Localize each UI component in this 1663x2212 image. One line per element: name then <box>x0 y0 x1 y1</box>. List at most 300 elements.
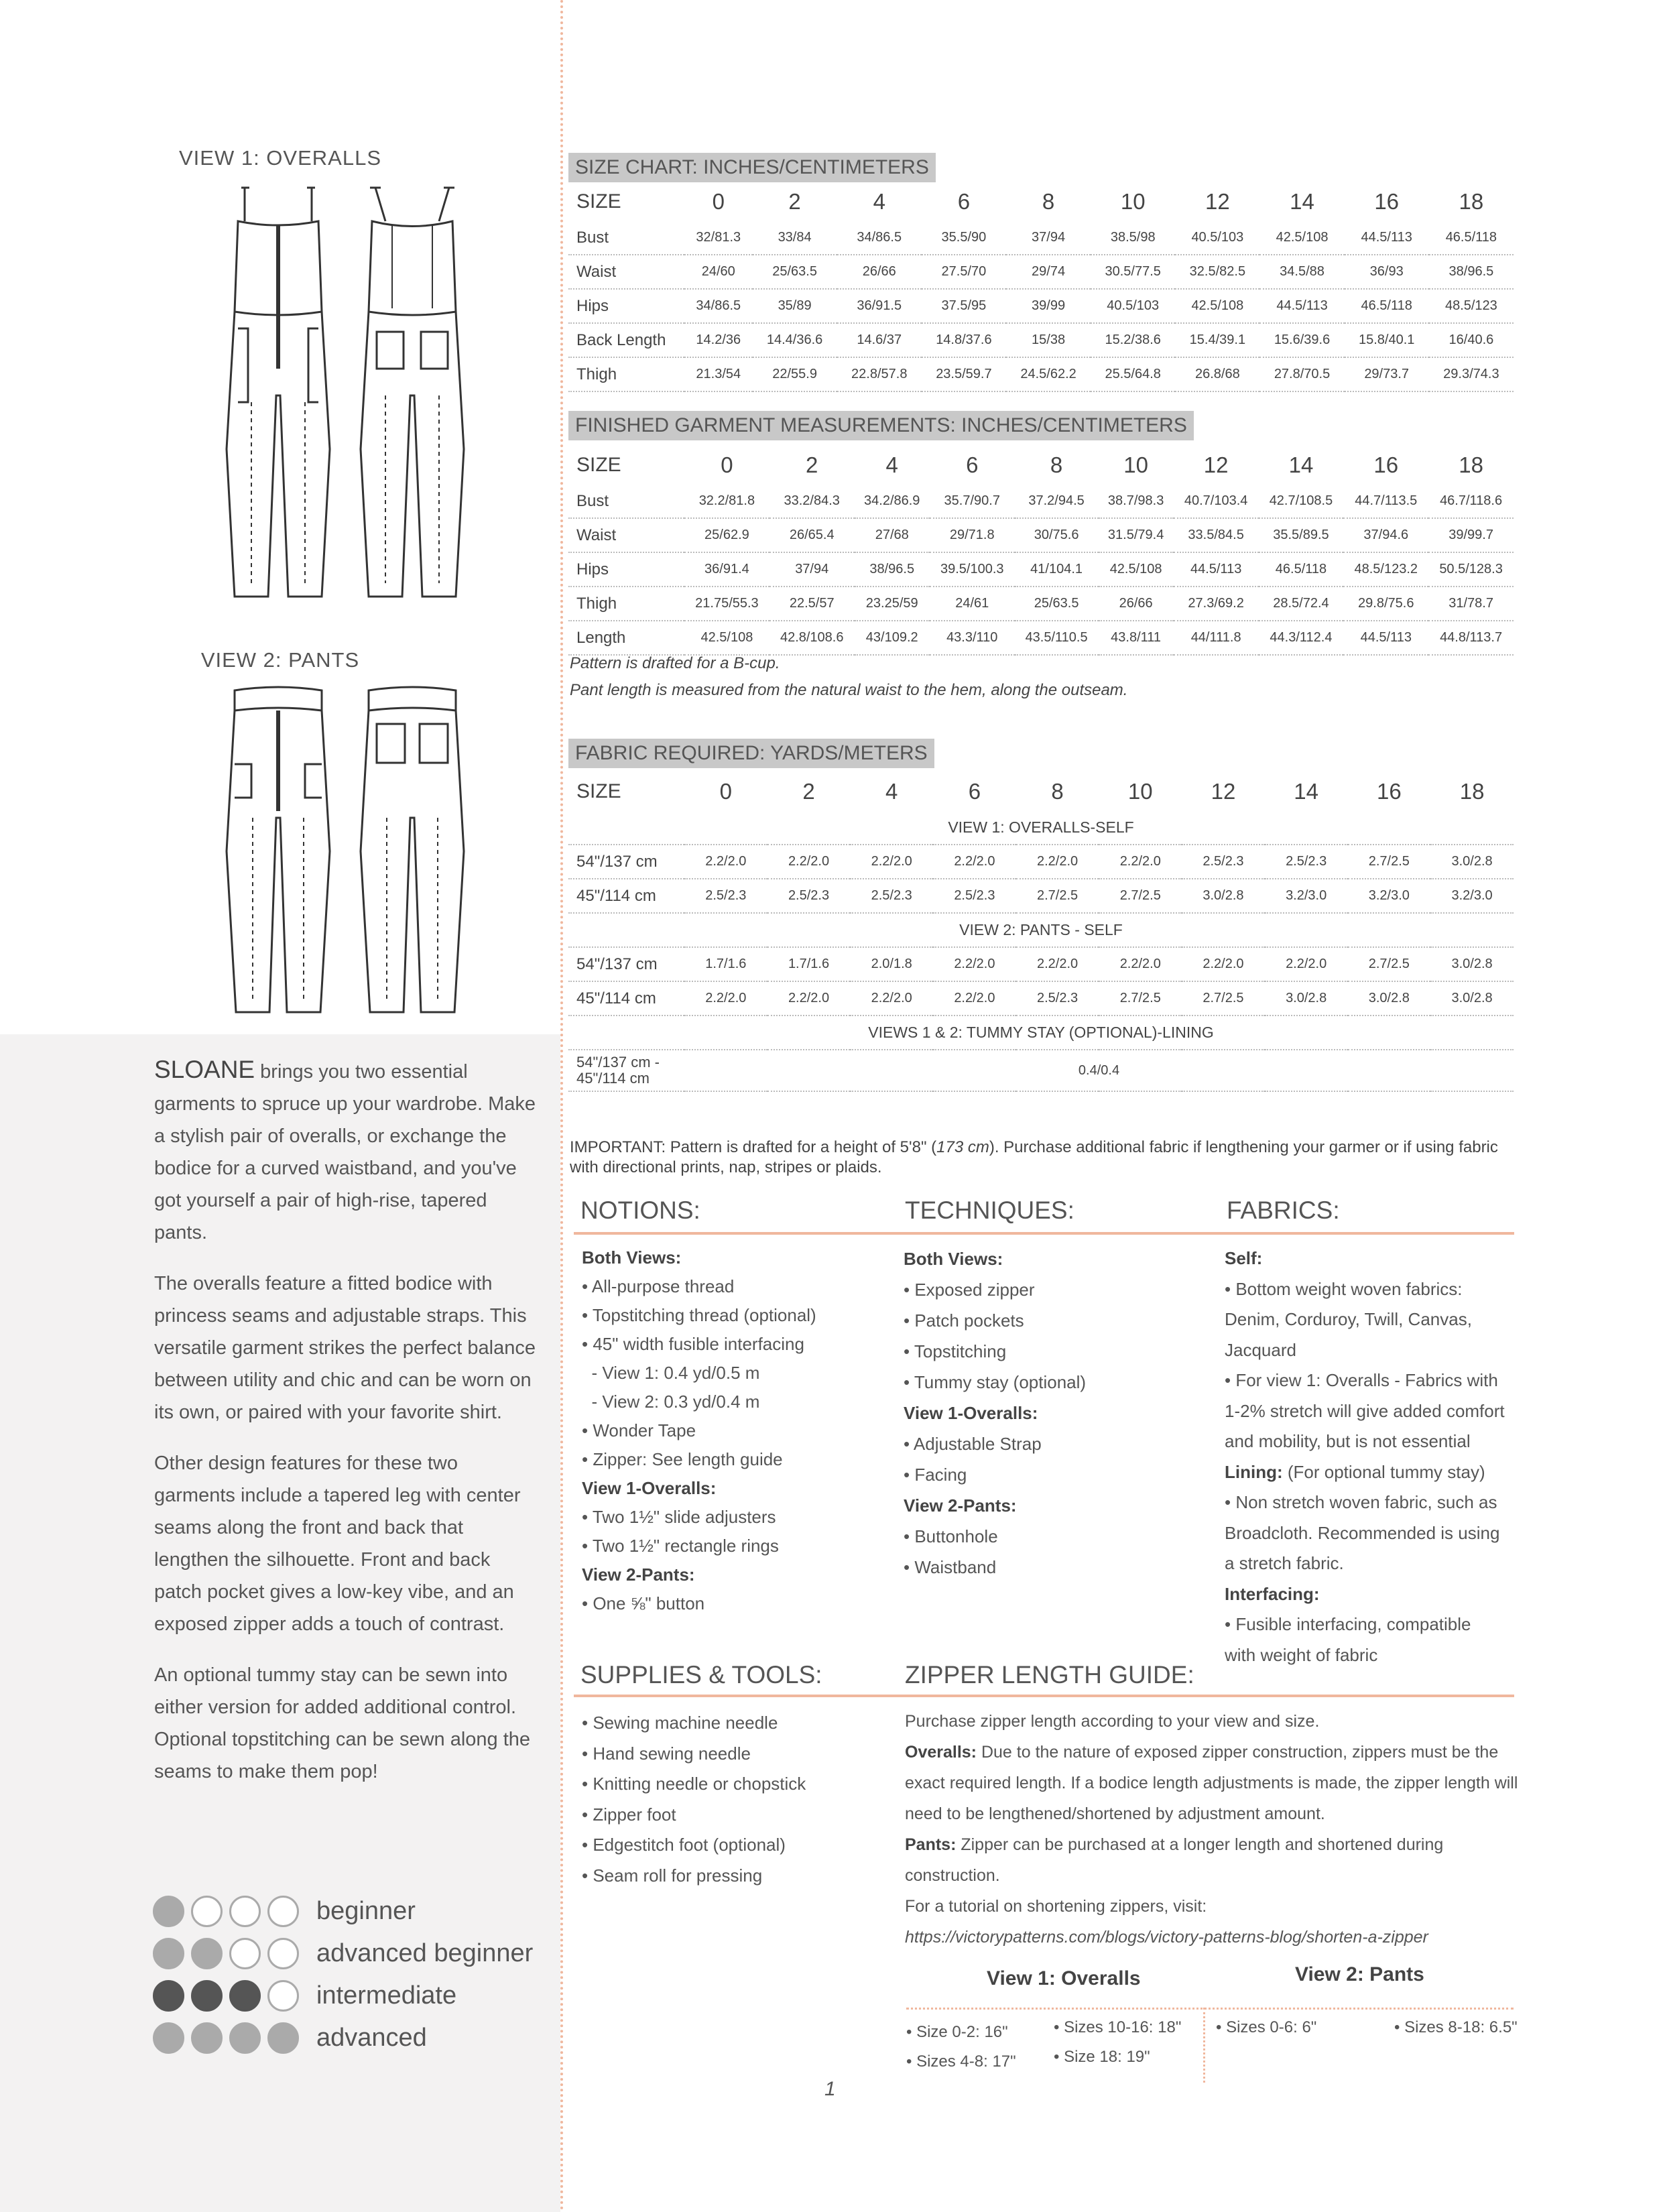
table-cell: 2.2/2.0 <box>1182 947 1265 981</box>
list-item: • For view 1: Overalls - Fabrics with <box>1225 1370 1498 1390</box>
list-subheading: Both Views: <box>904 1249 1003 1269</box>
table-cell: 2.2/2.0 <box>1099 845 1182 879</box>
table-cell: 15/38 <box>1006 323 1091 357</box>
subheading: VIEW 1: OVERALLS-SELF <box>568 811 1514 845</box>
size-column-header: 4 <box>885 779 898 804</box>
size-column-header: 4 <box>885 452 898 477</box>
table-cell: 25/62.9 <box>684 518 769 552</box>
table-row <box>568 255 1514 289</box>
row-label: Bust <box>568 485 684 518</box>
level-dot-selected <box>229 1980 261 2012</box>
table-cell: 40.5/103 <box>1091 289 1175 323</box>
level-dot-filled <box>153 1896 184 1927</box>
table-cell: 3.0/2.8 <box>1430 845 1514 879</box>
table-cell: 2.5/2.3 <box>684 879 767 913</box>
list-item: • Non stretch woven fabric, such as <box>1225 1492 1497 1512</box>
table-cell: 37/94.6 <box>1343 518 1428 552</box>
table-row <box>568 947 1514 981</box>
table-cell: 38.5/98 <box>1091 221 1175 255</box>
stay-label-line: 54"/137 cm - <box>576 1054 660 1070</box>
size-column-header: 18 <box>1459 189 1484 214</box>
table-cell: 43.5/110.5 <box>1015 621 1099 655</box>
table-cell: 14.6/37 <box>837 323 922 357</box>
table-row <box>568 621 1514 655</box>
size-column-header: 14 <box>1288 452 1314 477</box>
level-dot-empty <box>229 1896 261 1927</box>
table-cell: 2.5/2.3 <box>850 879 933 913</box>
list-item: • Two 1½" rectangle rings <box>582 1536 779 1556</box>
table-cell: 15.4/39.1 <box>1175 323 1259 357</box>
row-label: 54"/137 cm <box>568 947 684 981</box>
list-subheading: View 1-Overalls: <box>904 1403 1038 1423</box>
table-cell: 25/63.5 <box>1015 587 1099 621</box>
table-cell: 43.8/111 <box>1099 621 1174 655</box>
table-cell: 44.5/113 <box>1343 621 1428 655</box>
subheading-row <box>568 913 1514 947</box>
intro-paragraph-2: The overalls feature a fitted bodice with princess seams and adjustable straps. This versatile garment strikes the perfect balance between utility and chic and can be worn on its own, or paired with your favorite shirt. <box>154 1273 536 1423</box>
table-cell: 2.2/2.0 <box>1099 947 1182 981</box>
table-cell: 23.5/59.7 <box>922 357 1006 391</box>
size-chart-table <box>568 182 1514 392</box>
zipper-view1-sizes-b <box>1054 2013 1181 2072</box>
table-cell: 2.2/2.0 <box>933 981 1016 1016</box>
zipper-view1-sizes-a <box>906 2018 1016 2077</box>
table-cell: 32.2/81.8 <box>684 485 769 518</box>
size-column-header: 12 <box>1211 779 1236 804</box>
intro-paragraph-3: Other design features for these two garments include a tapered leg with center seams along the front and back that lengthen the silhouette. Front and back patch pocket gives a low-key vibe, and an exposed zipper adds a touch of contrast. <box>154 1453 521 1635</box>
finished-measurements-title: FINISHED GARMENT MEASUREMENTS: INCHES/CENTIMETERS <box>568 411 1194 440</box>
fabric-required-table <box>568 772 1514 1092</box>
view2-title: VIEW 2: PANTS <box>200 648 360 672</box>
table-cell: 2.2/2.0 <box>1265 947 1348 981</box>
intro-text <box>154 1054 543 1806</box>
list-item: and mobility, but is not essential <box>1225 1431 1471 1451</box>
zipper-guide-heading: ZIPPER LENGTH GUIDE: <box>905 1661 1194 1688</box>
table-cell: 34.5/88 <box>1259 255 1344 289</box>
level-label: advanced <box>316 2024 427 2052</box>
table-cell: 14.4/36.6 <box>753 323 837 357</box>
table-cell: 2.2/2.0 <box>933 845 1016 879</box>
table-row <box>568 221 1514 255</box>
table-cell: 35.5/90 <box>922 221 1006 255</box>
level-label: beginner <box>316 1897 416 1925</box>
table-row <box>568 518 1514 552</box>
table-cell: 28.5/72.4 <box>1259 587 1344 621</box>
list-item: a stretch fabric. <box>1225 1553 1344 1573</box>
list-subheading-note: (For optional tummy stay) <box>1282 1461 1485 1482</box>
row-label: Waist <box>568 255 684 289</box>
list-item: Broadcloth. Recommended is using <box>1225 1522 1500 1543</box>
table-cell: 34/86.5 <box>837 221 922 255</box>
row-label: Hips <box>568 289 684 323</box>
size-column-header: 12 <box>1203 452 1229 477</box>
table-cell: 35/89 <box>753 289 837 323</box>
zipper-tutorial-link[interactable]: https://victorypatterns.com/blogs/victory-patterns-blog/shorten-a-zipper <box>905 1928 1428 1947</box>
row-label: Bust <box>568 221 684 255</box>
table-cell: 1.7/1.6 <box>684 947 767 981</box>
table-cell: 2.2/2.0 <box>850 845 933 879</box>
table-cell: 2.2/2.0 <box>1016 947 1099 981</box>
size-column-header: 6 <box>968 779 981 804</box>
table-cell: 36/93 <box>1345 255 1429 289</box>
zipper-view1-heading: View 1: Overalls <box>987 1967 1141 1989</box>
table-cell: 46.5/118 <box>1429 221 1514 255</box>
level-dot-empty <box>191 1896 223 1927</box>
subheading: VIEWS 1 & 2: TUMMY STAY (OPTIONAL)-LINING <box>568 1016 1514 1050</box>
zipper-tutorial-text: For a tutorial on shortening zippers, visit: <box>905 1897 1207 1916</box>
list-subheading: View 2-Pants: <box>582 1564 695 1585</box>
table-cell: 39/99 <box>1006 289 1091 323</box>
table-cell: 29.3/74.3 <box>1429 357 1514 391</box>
level-dot-filled <box>229 2022 261 2054</box>
table-cell: 44.5/113 <box>1174 552 1259 587</box>
table-cell: 33.5/84.5 <box>1174 518 1259 552</box>
list-subheading: View 2-Pants: <box>904 1495 1017 1516</box>
table-cell: 48.5/123 <box>1429 289 1514 323</box>
table-cell: 24.5/62.2 <box>1006 357 1091 391</box>
overalls-label: Overalls: <box>905 1743 977 1762</box>
level-dot-filled <box>153 2022 184 2054</box>
size-column-header: 0 <box>719 779 733 804</box>
table-cell: 37/94 <box>769 552 855 587</box>
section-rule <box>574 1232 1514 1235</box>
table-cell: 42.5/108 <box>684 621 769 655</box>
size-column-header: 4 <box>873 189 885 214</box>
fabric-required-title: FABRIC REQUIRED: YARDS/METERS <box>568 739 934 768</box>
intro-paragraph-4: An optional tummy stay can be sewn into either version for added additional control. Optional topstitching can be sewn along the seams to make them pop! <box>154 1664 531 1782</box>
section-rule <box>574 1695 1514 1697</box>
list-subheading: Lining: (For optional tummy stay) <box>1225 1461 1485 1482</box>
table-cell: 3.0/2.8 <box>1265 981 1348 1016</box>
table-cell: 26/66 <box>1099 587 1174 621</box>
important-text-1: Pattern is drafted for a height of 5'8" ( <box>666 1138 937 1156</box>
table-cell: 31/78.7 <box>1428 587 1514 621</box>
size-header-row <box>568 182 1514 221</box>
table-cell: 2.7/2.5 <box>1348 845 1431 879</box>
table-cell: 15.2/38.6 <box>1091 323 1175 357</box>
row-label <box>568 1050 684 1091</box>
table-cell: 42.5/108 <box>1259 221 1344 255</box>
row-label: Length <box>568 621 684 655</box>
table-cell: 44.5/113 <box>1259 289 1344 323</box>
list-item: • Buttonhole <box>904 1526 998 1546</box>
level-advanced <box>153 2017 533 2059</box>
supplies-heading: SUPPLIES & TOOLS: <box>580 1661 822 1688</box>
size-column-header: 14 <box>1294 779 1319 804</box>
zipper-size-item: • Sizes 4-8: 17" <box>906 2052 1016 2071</box>
table-row <box>568 879 1514 913</box>
zipper-view2-heading: View 2: Pants <box>1295 1963 1424 1985</box>
row-label: 54"/137 cm <box>568 845 684 879</box>
table-cell: 2.5/2.3 <box>1016 981 1099 1016</box>
table-row <box>568 289 1514 323</box>
table-cell: 16/40.6 <box>1429 323 1514 357</box>
list-subheading: Interfacing: <box>1225 1583 1320 1604</box>
table-cell: 2.2/2.0 <box>933 947 1016 981</box>
zipper-guide-text <box>905 1706 1522 1953</box>
table-cell: 37.2/94.5 <box>1015 485 1099 518</box>
table-cell: 24/60 <box>684 255 753 289</box>
intro-p1-text: brings you two essential garments to spruce up your wardrobe. Make a stylish pair of overalls, or exchange the bodice for a curved waistband, and you've got yourself a pair of high-rise, tapered pants. <box>154 1061 536 1243</box>
list-item: • Waistband <box>904 1557 997 1577</box>
size-column-header: 14 <box>1290 189 1314 214</box>
table-cell: 21.75/55.3 <box>684 587 769 621</box>
notions-list <box>582 1243 890 1618</box>
table-row <box>568 357 1514 391</box>
finished-measurements-table <box>568 446 1514 656</box>
table-cell: 2.7/2.5 <box>1182 981 1265 1016</box>
table-cell: 15.6/39.6 <box>1259 323 1344 357</box>
overalls-back-illustration <box>349 181 476 613</box>
table-cell: 50.5/128.3 <box>1428 552 1514 587</box>
subheading-row <box>568 811 1514 845</box>
table-row <box>568 845 1514 879</box>
size-chart-title: SIZE CHART: INCHES/CENTIMETERS <box>568 153 936 182</box>
list-item: • Edgestitch foot (optional) <box>582 1835 786 1855</box>
table-cell: 34.2/86.9 <box>855 485 930 518</box>
list-item: • Knitting needle or chopstick <box>582 1774 806 1794</box>
table-cell: 23.25/59 <box>855 587 930 621</box>
table-cell: 46.5/118 <box>1259 552 1344 587</box>
size-column-header: 2 <box>788 189 801 214</box>
size-column-header: 10 <box>1120 189 1146 214</box>
table-cell: 44.5/113 <box>1345 221 1429 255</box>
table-cell: 2.5/2.3 <box>933 879 1016 913</box>
list-item: • Tummy stay (optional) <box>904 1372 1087 1392</box>
table-cell: 42.5/108 <box>1099 552 1174 587</box>
table-cell: 32/81.3 <box>684 221 753 255</box>
table-cell: 2.2/2.0 <box>1016 845 1099 879</box>
table-cell: 30/75.6 <box>1015 518 1099 552</box>
zipper-table-divider <box>1203 2008 1205 2083</box>
level-dot-empty <box>267 1980 299 2012</box>
size-column-header: 8 <box>1050 452 1063 477</box>
list-item: • 45" width fusible interfacing <box>582 1334 804 1354</box>
table-cell: 0.4/0.4 <box>684 1050 1514 1091</box>
table-cell: 24/61 <box>930 587 1015 621</box>
table-cell: 3.0/2.8 <box>1430 947 1514 981</box>
list-item: • Adjustable Strap <box>904 1434 1042 1454</box>
table-cell: 37/94 <box>1006 221 1091 255</box>
table-cell: 22.8/57.8 <box>837 357 922 391</box>
table-cell: 39/99.7 <box>1428 518 1514 552</box>
pants-front-illustration <box>214 684 342 1022</box>
brand-name: SLOANE <box>154 1056 255 1083</box>
size-column-header: 18 <box>1459 452 1483 477</box>
size-column-header: 16 <box>1376 779 1402 804</box>
size-label: SIZE <box>576 454 621 476</box>
zipper-view2-sizes-b <box>1394 2013 1518 2042</box>
table-cell: 35.7/90.7 <box>930 485 1015 518</box>
table-row <box>568 323 1514 357</box>
row-label: Back Length <box>568 323 684 357</box>
level-intermediate <box>153 1975 533 2017</box>
table-cell: 38/96.5 <box>1429 255 1514 289</box>
zipper-intro: Purchase zipper length according to your view and size. <box>905 1712 1320 1731</box>
table-cell: 39.5/100.3 <box>930 552 1015 587</box>
table-cell: 44.3/112.4 <box>1259 621 1344 655</box>
table-cell: 27.5/70 <box>922 255 1006 289</box>
table-cell: 29/73.7 <box>1345 357 1429 391</box>
pants-text: Zipper can be purchased at a longer length and shortened during construction. <box>905 1835 1444 1885</box>
list-item: • Bottom weight woven fabrics: <box>1225 1278 1463 1299</box>
subheading-row <box>568 1016 1514 1050</box>
table-cell: 25/63.5 <box>753 255 837 289</box>
list-item: with weight of fabric <box>1225 1644 1378 1665</box>
table-cell: 27.8/70.5 <box>1259 357 1344 391</box>
table-cell: 33/84 <box>753 221 837 255</box>
table-cell: 29/74 <box>1006 255 1091 289</box>
table-cell: 46.5/118 <box>1345 289 1429 323</box>
list-item: • Patch pockets <box>904 1310 1024 1331</box>
size-header-row <box>568 772 1514 811</box>
list-item: • Topstitching <box>904 1341 1007 1361</box>
table-cell: 2.7/2.5 <box>1099 981 1182 1016</box>
level-dot-empty <box>229 1938 261 1969</box>
table-cell: 46.7/118.6 <box>1428 485 1514 518</box>
table-cell: 37.5/95 <box>922 289 1006 323</box>
level-dot-empty <box>267 1896 299 1927</box>
table-cell: 48.5/123.2 <box>1343 552 1428 587</box>
list-item: • Wonder Tape <box>582 1420 696 1440</box>
table-row <box>568 981 1514 1016</box>
table-cell: 38/96.5 <box>855 552 930 587</box>
table-cell: 2.5/2.3 <box>1182 845 1265 879</box>
list-item: Jacquard <box>1225 1339 1296 1360</box>
table-cell: 38.7/98.3 <box>1099 485 1174 518</box>
table-row <box>568 552 1514 587</box>
zipper-overalls-text <box>905 1737 1522 1829</box>
zipper-table-rule <box>906 2008 1514 2010</box>
row-label: Thigh <box>568 357 684 391</box>
size-column-header: 18 <box>1459 779 1485 804</box>
important-text-2: ). Purchase additional fabric if lengthening your garmer or if using fabric with directional prints, nap, stripes or plaids. <box>570 1138 1498 1176</box>
table-cell: 34/86.5 <box>684 289 753 323</box>
level-dot-filled <box>191 2022 223 2054</box>
fabrics-list <box>1225 1243 1520 1670</box>
zipper-view2-sizes-a <box>1216 2013 1316 2042</box>
table-cell: 43.3/110 <box>930 621 1015 655</box>
level-dot-empty <box>267 1938 299 1969</box>
size-label: SIZE <box>576 780 621 802</box>
row-label: 45"/114 cm <box>568 981 684 1016</box>
table-cell: 33.2/84.3 <box>769 485 855 518</box>
table-cell: 43/109.2 <box>855 621 930 655</box>
pants-label: Pants: <box>905 1835 957 1854</box>
level-dot-filled <box>153 1938 184 1969</box>
table-cell: 22/55.9 <box>753 357 837 391</box>
level-label: advanced beginner <box>316 1939 534 1967</box>
size-column-header: 10 <box>1123 452 1148 477</box>
size-column-header: 6 <box>966 452 979 477</box>
list-item: • Zipper foot <box>582 1804 676 1825</box>
table-cell: 22.5/57 <box>769 587 855 621</box>
cup-note: Pattern is drafted for a B-cup. <box>570 654 780 672</box>
list-item: • One ⅝" button <box>582 1593 705 1613</box>
column-divider <box>560 0 563 2212</box>
table-cell: 25.5/64.8 <box>1091 357 1175 391</box>
overalls-front-illustration <box>214 181 342 613</box>
table-cell: 35.5/89.5 <box>1259 518 1344 552</box>
table-cell: 42.8/108.6 <box>769 621 855 655</box>
subheading: VIEW 2: PANTS - SELF <box>568 913 1514 947</box>
table-cell: 2.7/2.5 <box>1348 947 1431 981</box>
table-cell: 40.7/103.4 <box>1174 485 1259 518</box>
table-cell: 26/66 <box>837 255 922 289</box>
list-item: • All-purpose thread <box>582 1276 735 1296</box>
size-column-header: 8 <box>1051 779 1064 804</box>
level-dot-filled <box>267 2022 299 2054</box>
table-cell: 3.2/3.0 <box>1430 879 1514 913</box>
size-column-header: 12 <box>1205 189 1230 214</box>
zipper-size-item: • Sizes 8-18: 6.5" <box>1394 2018 1518 2036</box>
table-cell: 3.0/2.8 <box>1430 981 1514 1016</box>
techniques-list <box>904 1243 1212 1583</box>
list-subheading: View 1-Overalls: <box>582 1478 717 1498</box>
important-label: IMPORTANT: <box>570 1138 666 1156</box>
level-dot-selected <box>191 1980 223 2012</box>
table-cell: 29.8/75.6 <box>1343 587 1428 621</box>
table-cell: 36/91.5 <box>837 289 922 323</box>
table-cell: 42.7/108.5 <box>1259 485 1344 518</box>
zipper-size-item: • Size 18: 19" <box>1054 2048 1150 2066</box>
list-item: • Hand sewing needle <box>582 1743 751 1764</box>
list-item: • Exposed zipper <box>904 1280 1035 1300</box>
notions-heading: NOTIONS: <box>580 1196 700 1224</box>
table-cell: 2.5/2.3 <box>767 879 851 913</box>
table-cell: 1.7/1.6 <box>767 947 851 981</box>
pants-back-illustration <box>349 684 476 1022</box>
table-cell: 2.7/2.5 <box>1099 879 1182 913</box>
size-label: SIZE <box>576 190 621 212</box>
table-cell: 2.2/2.0 <box>684 981 767 1016</box>
table-cell: 41/104.1 <box>1015 552 1099 587</box>
table-cell: 44.8/113.7 <box>1428 621 1514 655</box>
table-cell: 30.5/77.5 <box>1091 255 1175 289</box>
table-cell: 32.5/82.5 <box>1175 255 1259 289</box>
row-label: Waist <box>568 518 684 552</box>
table-row <box>568 587 1514 621</box>
size-column-header: 2 <box>802 779 815 804</box>
table-cell: 36/91.4 <box>684 552 769 587</box>
table-cell: 44.7/113.5 <box>1343 485 1428 518</box>
zipper-size-item: • Size 0-2: 16" <box>906 2023 1008 2041</box>
size-header-row <box>568 446 1514 485</box>
level-dot-selected <box>153 1980 184 2012</box>
table-cell: 14.8/37.6 <box>922 323 1006 357</box>
overalls-text: Due to the nature of exposed zipper construction, zippers must be the exact required length. If a bodice length adjustments is made, the zipper length will need to be lengthened/shortened by adjustment amount. <box>905 1743 1518 1823</box>
list-item: • Two 1½" slide adjusters <box>582 1507 776 1527</box>
fabrics-heading: FABRICS: <box>1227 1196 1340 1224</box>
list-item: • Seam roll for pressing <box>582 1865 763 1886</box>
list-item: • Sewing machine needle <box>582 1713 778 1733</box>
level-dot-filled <box>191 1938 223 1969</box>
table-cell: 15.8/40.1 <box>1345 323 1429 357</box>
size-column-header: 2 <box>806 452 818 477</box>
list-item: • Zipper: See length guide <box>582 1449 783 1469</box>
table-cell: 2.2/2.0 <box>684 845 767 879</box>
table-cell: 26.8/68 <box>1175 357 1259 391</box>
zipper-size-item: • Sizes 10-16: 18" <box>1054 2018 1182 2036</box>
list-item: Denim, Corduroy, Twill, Canvas, <box>1225 1309 1472 1329</box>
row-label: Thigh <box>568 587 684 621</box>
table-cell: 3.2/3.0 <box>1348 879 1431 913</box>
table-cell: 2.2/2.0 <box>850 981 933 1016</box>
size-column-header: 16 <box>1374 189 1400 214</box>
size-column-header: 8 <box>1042 189 1055 214</box>
pant-length-note: Pant length is measured from the natural waist to the hem, along the outseam. <box>570 681 1128 699</box>
table-cell: 27.3/69.2 <box>1174 587 1259 621</box>
